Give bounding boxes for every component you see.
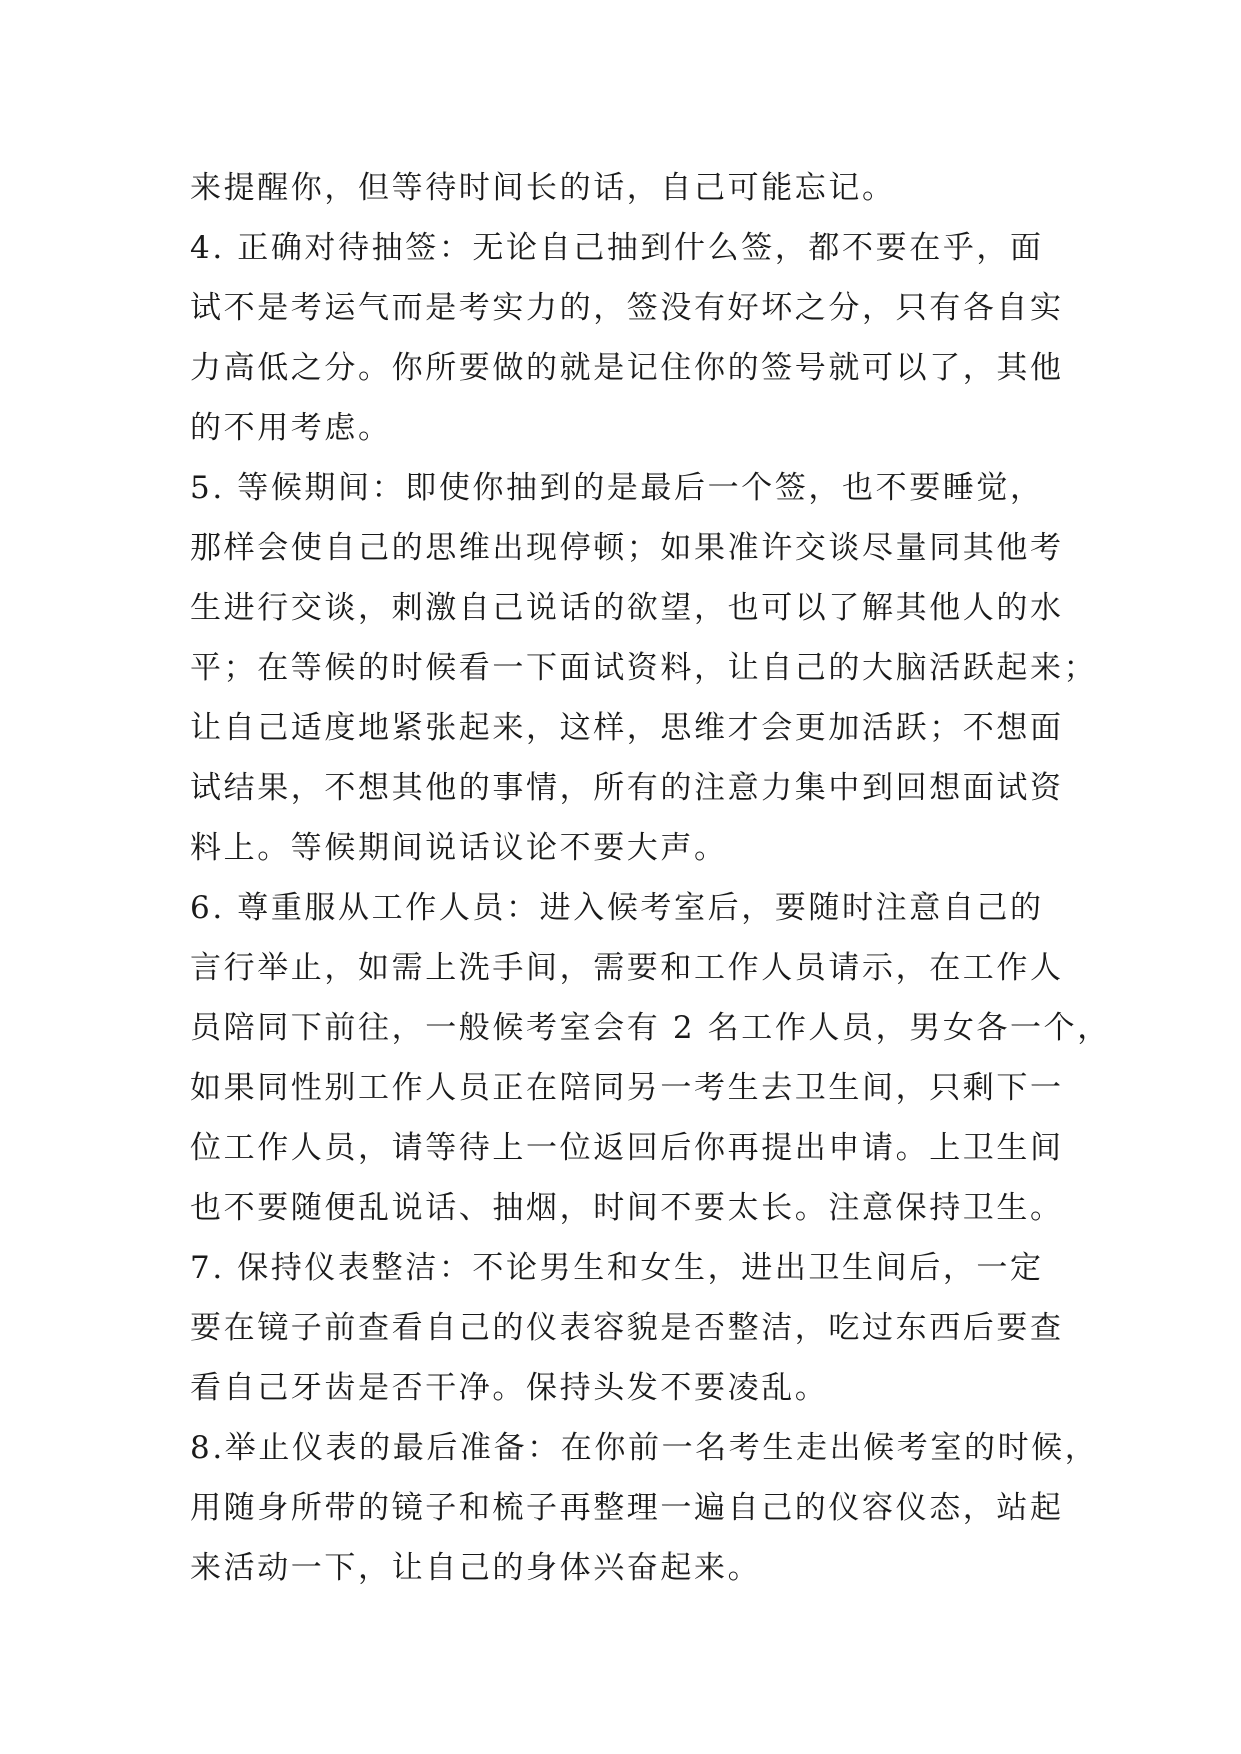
text-line: 7. 保持仪表整洁：不论男生和女生，进出卫生间后，一定 xyxy=(190,1250,1044,1286)
text-line: 生进行交谈，刺激自己说话的欲望，也可以了解其他人的水 xyxy=(190,590,1064,626)
text-line: 料上。等候期间说话议论不要大声。 xyxy=(190,830,728,866)
text-line: 如果同性别工作人员正在陪同另一考生去卫生间，只剩下一 xyxy=(190,1070,1064,1106)
text-line: 员陪同下前往，一般候考室会有 2 名工作人员，男女各一个， xyxy=(190,1010,1111,1046)
text-line: 来提醒你，但等待时间长的话，自己可能忘记。 xyxy=(190,170,896,206)
text-line: 试结果，不想其他的事情，所有的注意力集中到回想面试资 xyxy=(190,770,1064,806)
text-line: 位工作人员，请等待上一位返回后你再提出申请。上卫生间 xyxy=(190,1130,1064,1166)
text-line: 让自己适度地紧张起来，这样，思维才会更加活跃；不想面 xyxy=(190,710,1064,746)
text-line: 也不要随便乱说话、抽烟，时间不要太长。注意保持卫生。 xyxy=(190,1190,1064,1226)
text-line: 的不用考虑。 xyxy=(190,410,392,446)
text-line: 力高低之分。你所要做的就是记住你的签号就可以了，其他 xyxy=(190,350,1064,386)
text-line: 那样会使自己的思维出现停顿；如果准许交谈尽量同其他考 xyxy=(190,530,1064,566)
text-line: 看自己牙齿是否干净。保持头发不要凌乱。 xyxy=(190,1370,829,1406)
text-line: 4. 正确对待抽签：无论自己抽到什么签，都不要在乎，面 xyxy=(190,230,1044,266)
text-line: 平；在等候的时候看一下面试资料，让自己的大脑活跃起来； xyxy=(190,650,1098,686)
text-line: 言行举止，如需上洗手间，需要和工作人员请示，在工作人 xyxy=(190,950,1064,986)
text-line: 来活动一下，让自己的身体兴奋起来。 xyxy=(190,1550,762,1586)
document-page xyxy=(190,158,1111,1598)
text-line: 用随身所带的镜子和梳子再整理一遍自己的仪容仪态，站起 xyxy=(190,1490,1064,1526)
text-line: 试不是考运气而是考实力的，签没有好坏之分，只有各自实 xyxy=(190,290,1064,326)
text-line: 要在镜子前查看自己的仪表容貌是否整洁，吃过东西后要查 xyxy=(190,1310,1064,1346)
text-line: 6. 尊重服从工作人员：进入候考室后，要随时注意自己的 xyxy=(190,890,1044,926)
text-line: 8.举止仪表的最后准备：在你前一名考生走出候考室的时候， xyxy=(190,1430,1099,1466)
text-line: 5. 等候期间：即使你抽到的是最后一个签，也不要睡觉， xyxy=(190,470,1044,506)
